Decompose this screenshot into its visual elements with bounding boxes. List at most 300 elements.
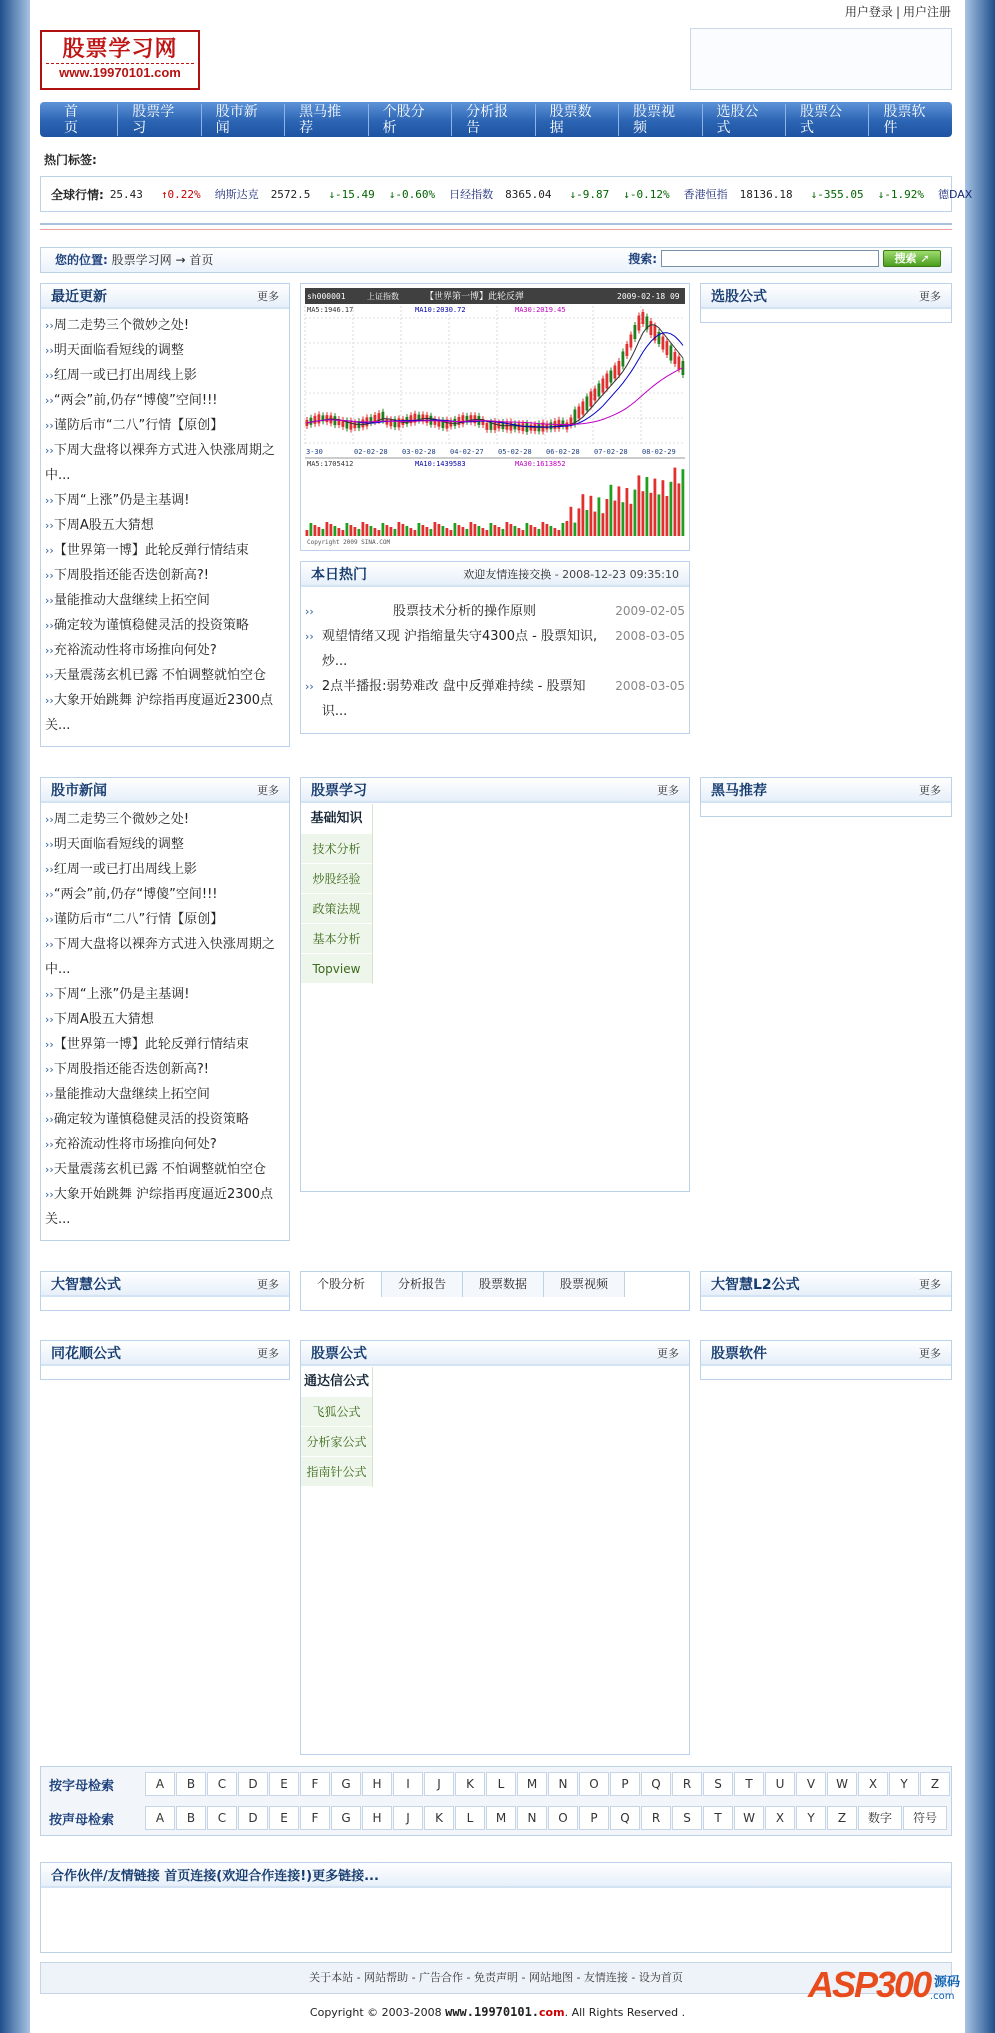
row-label: 按声母检索 (49, 1812, 115, 1828)
global-ticker (40, 176, 973, 212)
ticker-name[interactable]: 纳斯达克 (214, 188, 259, 201)
volume-bar (482, 528, 485, 536)
right-bg (965, 0, 995, 2033)
site-logo[interactable] (40, 30, 200, 90)
ticker-name[interactable]: 香港恒指 (683, 188, 728, 201)
index-letter[interactable]: E (269, 1806, 299, 1830)
hot-item-date: 2008-03-05 (615, 679, 685, 693)
ticker-change: ↓-0.12% (623, 187, 670, 201)
index-letter[interactable]: B (176, 1806, 206, 1830)
index-letter[interactable]: 数字 (858, 1806, 902, 1830)
volume-bar (642, 491, 645, 536)
news-item[interactable]: ›› 周二走势三个微妙之处! (45, 807, 285, 832)
recent-item[interactable]: ›› 【世界第一博】此轮反弹行情结束 (45, 538, 285, 563)
volume-bar (378, 530, 381, 536)
tabs-panel (300, 1271, 690, 1311)
ticker-change: ↓-15.49 (328, 187, 375, 201)
hot-item-text: ›› 股票技术分析的操作原则 (393, 604, 537, 619)
volume-bar (362, 522, 365, 536)
heima-panel (700, 777, 952, 817)
ticker-change: ↓-355.05 (810, 187, 864, 201)
volume-bar (498, 527, 501, 536)
tab[interactable]: 股票数据 (463, 1272, 544, 1297)
top-links: 用户登录 | 用户注册 (844, 5, 951, 19)
hot-item[interactable] (305, 599, 685, 624)
letter-search-row (41, 1767, 951, 1801)
news-item[interactable]: ›› 充裕流动性将市场推向何处? (45, 1132, 285, 1157)
tab[interactable]: 股票视频 (544, 1272, 625, 1297)
index-letter[interactable]: O (579, 1772, 609, 1796)
volume-bar (366, 524, 369, 536)
volume-bar (438, 524, 441, 536)
recent-item[interactable]: ›› 谨防后市“二八”行情【原创】 (45, 413, 285, 438)
recent-item[interactable]: ›› 下周“上涨”仍是主基调! (45, 488, 285, 513)
news-item[interactable]: ›› 量能推动大盘继续上拓空间 (45, 1082, 285, 1107)
initial-search-row (41, 1801, 951, 1835)
recent-item[interactable]: ›› 红周一或已打出周线上影 (45, 363, 285, 388)
xuangu-panel (700, 283, 952, 323)
index-letter[interactable]: T (734, 1772, 764, 1796)
recent-item[interactable]: ›› 下周大盘将以裸奔方式进入快涨周期之中... (45, 438, 285, 488)
ticker-name[interactable]: 德DAX (937, 188, 973, 201)
x-tick-label: 06-02-28 (546, 448, 580, 456)
ticker-value: 8365.04 (505, 187, 552, 201)
volume-bar (426, 527, 429, 536)
volume-bar (318, 527, 321, 536)
volume-bar (442, 526, 445, 536)
volume-bar (358, 529, 361, 536)
volume-bar (466, 529, 469, 536)
volume-bar (502, 529, 505, 536)
index-letter[interactable]: E (269, 1772, 299, 1796)
volume-bar (518, 528, 521, 536)
index-letter[interactable]: X (765, 1806, 795, 1830)
footer-links[interactable]: 关于本站 - 网站帮助 - 广告合作 - 免责声明 - 网站地图 - 友情连接 - 设为首页 (40, 1962, 952, 1994)
more-link[interactable]: 更多 (257, 1346, 279, 1360)
index-letter[interactable]: A (145, 1806, 175, 1830)
recent-item[interactable]: ›› 大象开始跳舞 沪综指再度逼近2300点关... (45, 688, 285, 738)
index-letter[interactable]: P (610, 1772, 640, 1796)
search-icon: ➚ (920, 252, 930, 265)
x-tick-label: 07-02-28 (594, 448, 628, 456)
chart-panel (300, 283, 690, 551)
volume-bar (394, 529, 397, 536)
nav-item[interactable]: 股票公式 (786, 104, 869, 136)
volume-bar (670, 482, 673, 536)
volume-bar (538, 529, 541, 536)
index-letter[interactable]: H (362, 1806, 392, 1830)
hot-item[interactable] (305, 624, 685, 674)
volume-bar (674, 468, 677, 536)
more-link[interactable]: 更多 (257, 1277, 279, 1291)
index-letter[interactable]: R (641, 1806, 671, 1830)
volume-bar (634, 490, 637, 536)
volume-bar (582, 494, 585, 536)
ticker-change: ↓-0.60% (388, 187, 436, 201)
ma-label: MA5:1946.17 (307, 306, 354, 314)
partner-title[interactable]: 合作伙伴/友情链接 首页连接(欢迎合作连接!)更多链接... (51, 1869, 379, 1884)
volume-bar (310, 523, 313, 536)
learn-panel (300, 777, 690, 1192)
more-link[interactable]: 更多 (257, 289, 279, 303)
partner-panel (40, 1862, 952, 1953)
nav-item[interactable]: 股票软件 (883, 103, 926, 136)
volume-bar (314, 525, 317, 536)
volume-bar (506, 522, 509, 536)
recent-item[interactable]: ›› 周二走势三个微妙之处! (45, 313, 285, 338)
volume-bar (534, 527, 537, 536)
panel-title: 股市新闻 (51, 782, 107, 799)
volume-bar (462, 527, 465, 536)
index-letter[interactable]: Y (796, 1806, 826, 1830)
index-letter[interactable]: W (734, 1806, 764, 1830)
index-letter[interactable]: N (548, 1772, 578, 1796)
recent-item[interactable]: ›› 下周股指还能否迭创新高?! (45, 563, 285, 588)
logo-title: 股票学习网 (62, 36, 178, 62)
nav-item[interactable]: 股票视频 (619, 104, 702, 136)
recent-item[interactable]: ›› 天量震荡玄机已露 不怕调整就怕空仓 (45, 663, 285, 688)
nav-item[interactable]: 股票学习 (118, 104, 201, 136)
index-letter[interactable]: J (424, 1772, 454, 1796)
news-item[interactable]: ›› 下周“上涨”仍是主基调! (45, 982, 285, 1007)
chart-code: sh000001 (307, 292, 346, 301)
tab[interactable]: 分析报告 (382, 1272, 463, 1297)
category-item[interactable]: 飞狐公式 (301, 1397, 372, 1427)
volume-bar (430, 529, 433, 536)
recent-item[interactable]: ›› “两会”前,仍存“博傻”空间!!! (45, 388, 285, 413)
index-chart[interactable] (305, 288, 685, 546)
volume-bar (418, 523, 421, 536)
volume-bar (546, 524, 549, 536)
category-item[interactable]: 基本分析 (301, 924, 372, 954)
chart-title: 【世界第一博】此轮反弹 (425, 292, 525, 302)
index-letter[interactable]: C (207, 1806, 237, 1830)
tab[interactable]: 个股分析 (301, 1272, 382, 1297)
hot-item[interactable] (305, 674, 685, 724)
volume-bar (322, 529, 325, 536)
volume-bar (678, 483, 681, 536)
more-link[interactable]: 更多 (657, 783, 679, 797)
search-input[interactable] (661, 250, 879, 267)
header-ad (690, 28, 952, 90)
page (30, 0, 973, 2033)
panel-title: 股票软件 (711, 1345, 767, 1362)
volume-bar (558, 530, 561, 536)
chart-date: 2009-02-18 09 (617, 292, 680, 301)
volume-bar (594, 512, 597, 536)
volume-bar (602, 513, 605, 536)
index-letter[interactable]: Z (827, 1806, 857, 1830)
formula-categories (301, 1367, 373, 1487)
copyright: Copyright © 2003-2008 www.19970101.com. All Rights Reserved . (309, 2005, 686, 2019)
news-item[interactable]: ›› 天量震荡玄机已露 不怕调整就怕空仓 (45, 1157, 285, 1182)
volume-bar (554, 528, 557, 536)
index-letter[interactable]: G (331, 1772, 361, 1796)
category-item[interactable]: 政策法规 (301, 894, 372, 924)
panel-title: 大智慧L2公式 (711, 1276, 800, 1293)
news-item[interactable]: ›› 下周股指还能否迭创新高?! (45, 1057, 285, 1082)
hot-list (301, 587, 689, 724)
volume-bar (606, 499, 609, 536)
exchange-link[interactable]: 欢迎友情连接交换 (463, 567, 552, 581)
volume-bar (346, 523, 349, 536)
news-item[interactable]: ›› 下周A股五大猜想 (45, 1007, 285, 1032)
volume-bar (586, 510, 589, 536)
recent-item[interactable]: ›› 下周A股五大猜想 (45, 513, 285, 538)
nav-item[interactable]: 黑马推荐 (285, 104, 368, 136)
volume-bar (542, 522, 545, 536)
recent-item[interactable]: ›› 确定较为谨慎稳健灵活的投资策略 (45, 613, 285, 638)
index-search (40, 1766, 952, 1836)
hot-tags-label: 热门标签: (44, 153, 97, 167)
volume-bar (382, 523, 385, 536)
volume-bar (590, 496, 593, 536)
news-item[interactable]: ›› 红周一或已打出周线上影 (45, 857, 285, 882)
location-label: 您的位置: (55, 253, 108, 267)
search-label: 搜索: (628, 252, 657, 266)
index-letter[interactable]: T (703, 1806, 733, 1830)
index-letter[interactable]: Y (889, 1772, 919, 1796)
volume-bar (450, 530, 453, 536)
index-letter[interactable]: F (300, 1806, 330, 1830)
volume-bar (654, 479, 657, 536)
ticker-change: ↓-9.87 (569, 187, 610, 201)
volume-bar (610, 485, 613, 536)
news-item[interactable]: ›› 明天面临看短线的调整 (45, 832, 285, 857)
news-item[interactable]: ›› 【世界第一博】此轮反弹行情结束 (45, 1032, 285, 1057)
analysis-tabs (301, 1272, 625, 1297)
index-letter[interactable]: L (486, 1772, 516, 1796)
x-tick-label: 03-02-28 (402, 448, 436, 456)
index-letter[interactable]: F (300, 1772, 330, 1796)
index-letter[interactable]: K (424, 1806, 454, 1830)
index-letter[interactable]: X (858, 1772, 888, 1796)
nav-item[interactable]: 选股公式 (703, 104, 786, 136)
index-letter[interactable]: M (486, 1806, 516, 1830)
volume-bar (350, 525, 353, 536)
more-link[interactable]: 更多 (919, 1346, 941, 1360)
formula-panel (300, 1340, 690, 1755)
volume-bar (470, 522, 473, 536)
category-item[interactable]: 技术分析 (301, 834, 372, 864)
index-letter[interactable]: Z (920, 1772, 950, 1796)
volume-bar (306, 530, 309, 536)
volume-bar (390, 527, 393, 536)
volume-bar (414, 530, 417, 536)
volume-bar (514, 526, 517, 536)
volume-bar (562, 523, 565, 536)
index-letter[interactable]: U (765, 1772, 795, 1796)
category-item[interactable]: 指南针公式 (301, 1457, 372, 1487)
ma-label: MA30:2019.45 (515, 306, 566, 314)
panel-title: 同花顺公式 (51, 1345, 121, 1362)
news-list (41, 803, 289, 1232)
location-path[interactable]: 股票学习网 → 首页 (111, 253, 214, 267)
ticker-value: 2572.5 (270, 187, 311, 201)
index-letter[interactable]: D (238, 1772, 268, 1796)
software-panel (700, 1340, 952, 1380)
nav-item[interactable]: 个股分析 (369, 104, 452, 136)
volume-bar (626, 488, 629, 536)
news-item[interactable]: ›› 谨防后市“二八”行情【原创】 (45, 907, 285, 932)
index-letter[interactable]: W (827, 1772, 857, 1796)
volume-bar (490, 523, 493, 536)
volume-bar (374, 528, 377, 536)
recent-list (41, 309, 289, 738)
volume-bar (334, 526, 337, 536)
recent-panel (40, 283, 290, 747)
ticker-name[interactable]: 日经指数 (449, 188, 494, 201)
index-letter[interactable]: K (455, 1772, 485, 1796)
index-letter[interactable]: P (579, 1806, 609, 1830)
volume-bar (330, 524, 333, 536)
index-letter[interactable]: H (362, 1772, 392, 1796)
index-letter[interactable]: 符号 (903, 1806, 947, 1830)
volume-bar (458, 525, 461, 536)
volume-bar (398, 522, 401, 536)
index-letter[interactable]: G (331, 1806, 361, 1830)
volume-bar (510, 524, 513, 536)
volume-bar (422, 525, 425, 536)
volume-bar (574, 523, 577, 536)
ticker-change: ↓-1.92% (877, 187, 924, 201)
index-letter[interactable]: V (796, 1772, 826, 1796)
login-link[interactable]: 用户登录 (844, 5, 893, 19)
index-letter[interactable]: B (176, 1772, 206, 1796)
watermark-logo: ASP300 源码 .com (808, 1964, 961, 2005)
index-letter[interactable]: L (455, 1806, 485, 1830)
more-link[interactable]: 更多 (919, 289, 941, 303)
volume-bar (342, 530, 345, 536)
index-letter[interactable]: D (238, 1806, 268, 1830)
volume-bar (526, 523, 529, 536)
volume-bar (682, 469, 685, 536)
volume-bar (530, 525, 533, 536)
news-item[interactable]: ›› 下周大盘将以裸奔方式进入快涨周期之中... (45, 932, 285, 982)
chart-copyright: Copyright 2009 SINA.COM (307, 539, 391, 546)
hot-item-date: 2009-02-05 (615, 604, 685, 618)
index-letter[interactable]: C (207, 1772, 237, 1796)
panel-title: 大智慧公式 (51, 1276, 121, 1293)
nav-item[interactable]: 股市新闻 (202, 104, 285, 136)
ticker-label: 全球行情: (51, 187, 104, 202)
volume-bar (638, 475, 641, 536)
panel-title: 黑马推荐 (711, 782, 767, 799)
hot-datetime: - 2008-12-23 09:35:10 (554, 567, 679, 581)
category-item[interactable]: Topview (301, 954, 372, 984)
volume-bar (410, 528, 413, 536)
volume-bar (338, 528, 341, 536)
index-letter[interactable]: Q (641, 1772, 671, 1796)
ticker-value: 25.43 (109, 187, 143, 201)
volume-bar (550, 526, 553, 536)
more-link[interactable]: 更多 (657, 1346, 679, 1360)
logo-url: www.19970101.com (46, 63, 194, 82)
category-item[interactable]: 分析家公式 (301, 1427, 372, 1457)
nav-item[interactable]: 股票数据 (536, 104, 619, 136)
recent-item[interactable]: ›› 充裕流动性将市场推向何处? (45, 638, 285, 663)
index-letter[interactable]: S (672, 1806, 702, 1830)
index-letter[interactable]: R (672, 1772, 702, 1796)
index-letter[interactable]: I (393, 1772, 423, 1796)
volume-bar (522, 530, 525, 536)
panel-title: 选股公式 (711, 288, 767, 305)
vol-ma-label: MA10:1439583 (415, 460, 466, 468)
index-letter[interactable]: Q (610, 1806, 640, 1830)
volume-bar (598, 497, 601, 536)
volume-bar (486, 530, 489, 536)
news-item[interactable]: ›› 确定较为谨慎稳健灵活的投资策略 (45, 1107, 285, 1132)
news-item[interactable]: ›› “两会”前,仍存“博傻”空间!!! (45, 882, 285, 907)
index-letter[interactable]: N (517, 1806, 547, 1830)
ths-panel (40, 1340, 290, 1380)
recent-item[interactable]: ›› 量能推动大盘继续上拓空间 (45, 588, 285, 613)
index-letter[interactable]: S (703, 1772, 733, 1796)
volume-bar (630, 504, 633, 536)
nav-item[interactable]: 首页 (40, 104, 118, 136)
vol-ma-label: MA30:1613852 (515, 460, 566, 468)
category-item[interactable]: 通达信公式 (301, 1367, 372, 1397)
volume-bar (650, 493, 653, 536)
volume-bar (478, 526, 481, 536)
x-tick-label: 05-02-28 (498, 448, 532, 456)
category-item[interactable]: 基础知识 (301, 804, 372, 834)
divider (40, 229, 952, 230)
more-link[interactable]: 更多 (919, 783, 941, 797)
divider (40, 223, 952, 225)
ticker-value: 18136.18 (739, 187, 793, 201)
volume-bar (666, 496, 669, 536)
hot-panel (300, 561, 690, 734)
volume-bar (454, 523, 457, 536)
index-letter[interactable]: O (548, 1806, 578, 1830)
volume-bar (406, 526, 409, 536)
volume-bar (446, 528, 449, 536)
chart-name: 上证指数 (367, 292, 399, 301)
row-label: 按字母检索 (49, 1778, 115, 1794)
volume-bar (326, 522, 329, 536)
more-link[interactable]: 更多 (919, 1277, 941, 1291)
category-item[interactable]: 炒股经验 (301, 864, 372, 894)
volume-bar (434, 522, 437, 536)
recent-item[interactable]: ›› 明天面临看短线的调整 (45, 338, 285, 363)
index-letter[interactable]: M (517, 1772, 547, 1796)
ticker-change: ↑0.22% (160, 187, 201, 201)
panel-title: 本日热门 (311, 566, 367, 583)
volume-bar (614, 501, 617, 536)
left-bg (0, 0, 30, 2033)
x-tick-label: 02-02-28 (354, 448, 388, 456)
index-letter[interactable]: J (393, 1806, 423, 1830)
volume-bar (494, 525, 497, 536)
register-link[interactable]: 用户注册 (902, 5, 951, 19)
nav-item[interactable]: 分析报告 (452, 104, 535, 136)
panel-title: 最近更新 (51, 288, 107, 305)
volume-bar (354, 527, 357, 536)
search-button[interactable]: 搜索 ➚ (883, 250, 941, 267)
volume-bar (618, 486, 621, 536)
x-tick-label: 3-30 (306, 448, 323, 456)
vol-ma-label: MA5:1705412 (307, 460, 354, 468)
news-item[interactable]: ›› 大象开始跳舞 沪综指再度逼近2300点关... (45, 1182, 285, 1232)
volume-bar (646, 477, 649, 536)
hot-item-text: ›› 观望情绪又现 沪指缩量失守4300点 - 股票知识,炒... (321, 629, 598, 669)
more-link[interactable]: 更多 (257, 783, 279, 797)
index-letter[interactable]: A (145, 1772, 175, 1796)
volume-bar (386, 525, 389, 536)
dzh-panel (40, 1271, 290, 1311)
hot-item-text: ›› 2点半播报:弱势难改 盘中反弹难持续 - 股票知识... (321, 679, 586, 719)
